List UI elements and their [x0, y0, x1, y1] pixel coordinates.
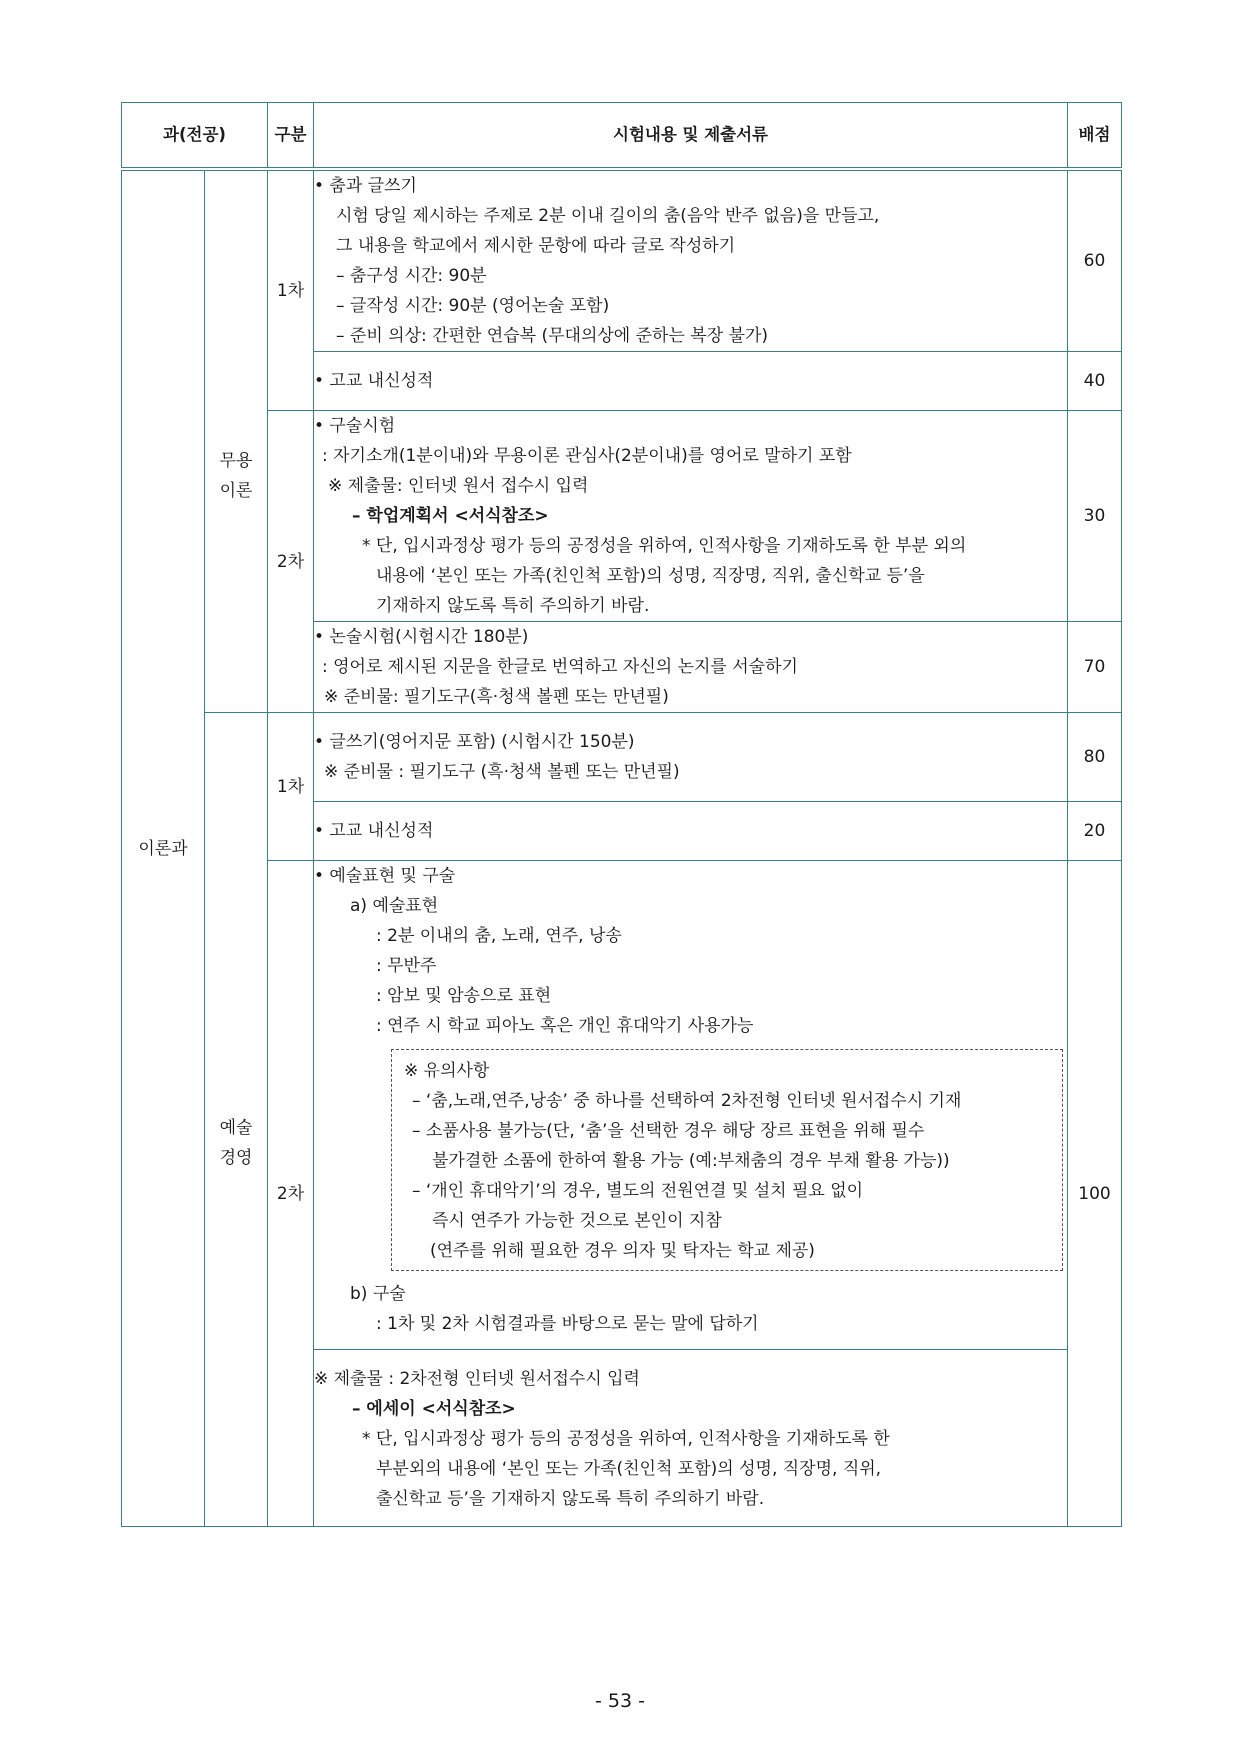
content-line: – 춤구성 시간: 90분	[336, 266, 487, 286]
score-cell: 80	[1068, 713, 1122, 802]
stage-cell: 2차	[268, 861, 314, 1527]
content-line: b) 구술	[350, 1284, 406, 1304]
score-cell: 70	[1068, 622, 1122, 713]
content-line: • 글쓰기(영어지문 포함) (시험시간 150분)	[314, 732, 635, 752]
content-line: • 고교 내신성적	[314, 371, 434, 391]
content-line: : 영어로 제시된 지문을 한글로 번역하고 자신의 논지를 서술하기	[322, 657, 798, 677]
score-cell: 30	[1068, 411, 1122, 622]
content-line: 기재하지 않도록 특히 주의하기 바람.	[376, 596, 650, 616]
content-cell	[314, 713, 1068, 802]
caution-box	[391, 1049, 1063, 1271]
content-line: : 암보 및 암송으로 표현	[376, 986, 552, 1006]
content-line: 부분외의 내용에 ‘본인 또는 가족(친인척 포함)의 성명, 직장명, 직위,	[376, 1459, 882, 1479]
content-line: – 준비 의상: 간편한 연습복 (무대의상에 준하는 복장 불가)	[336, 326, 769, 346]
header-content: 시험내용 및 제출서류	[314, 103, 1068, 170]
content-line: ※ 준비물: 필기도구(흑·청색 볼펜 또는 만년필)	[324, 687, 669, 707]
table-row	[122, 169, 1122, 352]
content-line: a) 예술표현	[350, 896, 439, 916]
content-line: ※ 제출물: 인터넷 원서 접수시 입력	[328, 476, 589, 496]
content-cell	[314, 169, 1068, 352]
caution-line: 불가결한 소품에 한하여 활용 가능 (예:부채춤의 경우 부채 활용 가능))	[432, 1151, 950, 1171]
content-line: • 예술표현 및 구술	[314, 866, 456, 886]
content-line: • 고교 내신성적	[314, 821, 434, 841]
content-line: 출신학교 등’을 기재하지 않도록 특히 주의하기 바람.	[376, 1489, 765, 1509]
content-line: : 2분 이내의 춤, 노래, 연주, 낭송	[376, 926, 622, 946]
score-cell: 60	[1068, 169, 1122, 352]
table-row	[122, 861, 1122, 1350]
score-cell: 100	[1068, 861, 1122, 1527]
content-cell	[314, 352, 1068, 411]
content-line: – 에세이 <서식참조>	[352, 1399, 516, 1419]
score-cell: 40	[1068, 352, 1122, 411]
content-cell	[314, 861, 1068, 1350]
major-label-line: 경영	[219, 1148, 253, 1168]
content-line: • 구술시험	[314, 416, 396, 436]
header-stage: 구분	[268, 103, 314, 170]
content-line: : 무반주	[376, 956, 437, 976]
caution-line: 즉시 연주가 가능한 것으로 본인이 지참	[432, 1211, 722, 1231]
table-row	[122, 713, 1122, 802]
admission-table	[121, 102, 1122, 1527]
major-dance-theory	[205, 169, 268, 713]
content-cell	[314, 802, 1068, 861]
content-line: : 연주 시 학교 피아노 혹은 개인 휴대악기 사용가능	[376, 1016, 754, 1036]
header-score: 배점	[1068, 103, 1122, 170]
content-line: * 단, 입시과정상 평가 등의 공정성을 위하여, 인적사항을 기재하도록 한 부분 외의	[362, 536, 967, 556]
major-label-line: 예술	[219, 1118, 253, 1138]
content-line: : 자기소개(1분이내)와 무용이론 관심사(2분이내)를 영어로 말하기 포함	[322, 446, 852, 466]
content-line: ※ 제출물 : 2차전형 인터넷 원서접수시 입력	[314, 1369, 640, 1389]
dept-cell: 이론과	[122, 169, 205, 1527]
content-line: * 단, 입시과정상 평가 등의 공정성을 위하여, 인적사항을 기재하도록 한	[362, 1429, 890, 1449]
content-line: • 논술시험(시험시간 180분)	[314, 627, 529, 647]
major-label-line: 이론	[219, 481, 253, 501]
score-cell: 20	[1068, 802, 1122, 861]
stage-cell: 1차	[268, 713, 314, 861]
content-line: 내용에 ‘본인 또는 가족(친인척 포함)의 성명, 직장명, 직위, 출신학교 등’을	[376, 566, 925, 586]
content-line: – 글작성 시간: 90분 (영어논술 포함)	[336, 296, 610, 316]
page-number: - 53 -	[595, 1690, 645, 1712]
content-cell	[314, 411, 1068, 622]
caution-line: (연주를 위해 필요한 경우 의자 및 탁자는 학교 제공)	[430, 1241, 815, 1261]
caution-line: – 소품사용 불가능(단, ‘춤’을 선택한 경우 해당 장르 표현을 위해 필수	[412, 1121, 925, 1141]
content-line: 그 내용을 학교에서 제시한 문항에 따라 글로 작성하기	[336, 236, 736, 256]
major-label-line: 무용	[219, 451, 253, 471]
major-arts-management	[205, 713, 268, 1527]
content-cell	[314, 1350, 1068, 1527]
table-header-row	[122, 103, 1122, 170]
content-cell	[314, 622, 1068, 713]
content-line: 시험 당일 제시하는 주제로 2분 이내 길이의 춤(음악 반주 없음)을 만들고,	[336, 206, 880, 226]
caution-line: – ‘춤,노래,연주,낭송’ 중 하나를 선택하여 2차전형 인터넷 원서접수시 기재	[412, 1091, 962, 1111]
content-line: ※ 준비물 : 필기도구 (흑·청색 볼펜 또는 만년필)	[324, 762, 680, 782]
stage-cell: 1차	[268, 169, 314, 411]
caution-line: ※ 유의사항	[404, 1061, 490, 1081]
content-line: • 춤과 글쓰기	[314, 176, 417, 196]
content-line: – 학업계획서 <서식참조>	[352, 506, 549, 526]
header-major: 과(전공)	[122, 103, 268, 170]
caution-line: – ‘개인 휴대악기’의 경우, 별도의 전원연결 및 설치 필요 없이	[412, 1181, 864, 1201]
stage-cell: 2차	[268, 411, 314, 713]
content-line: : 1차 및 2차 시험결과를 바탕으로 묻는 말에 답하기	[376, 1314, 759, 1334]
table-row	[122, 411, 1122, 622]
